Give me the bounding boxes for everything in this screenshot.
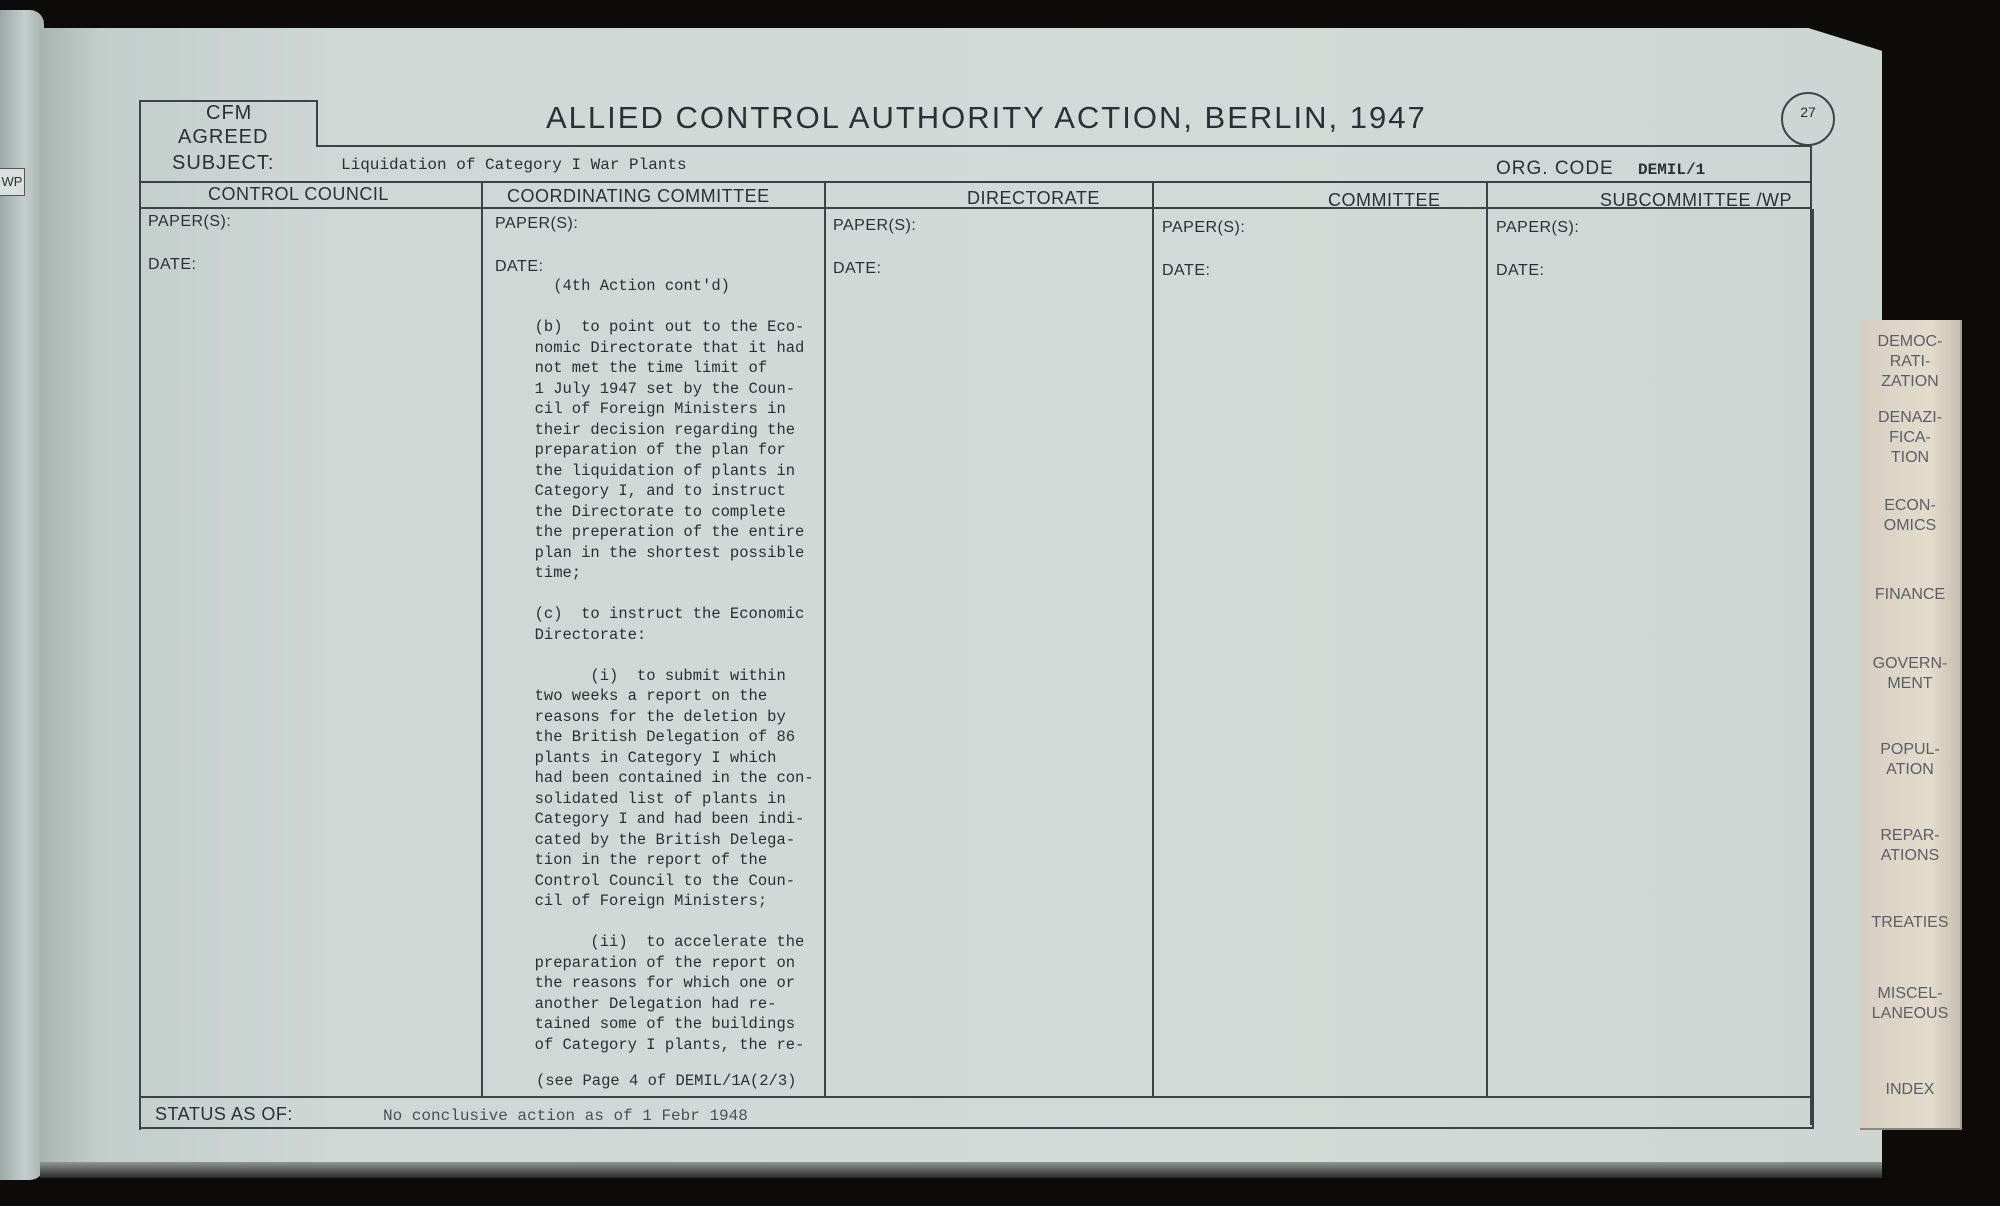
papers-label-coordinating: PAPER(S): (495, 215, 579, 232)
index-tabs (1860, 320, 1970, 1140)
index-tab-miscellaneous[interactable]: MISCEL- LANEOUS (1860, 956, 1962, 1054)
date-label-coordinating: DATE: (495, 258, 544, 275)
col-title-subcommittee: SUBCOMMITTEE /WP (1600, 190, 1792, 210)
index-tab-denazification[interactable]: DENAZI- FICA- TION (1860, 404, 1962, 474)
date-label-subcommittee: DATE: (1496, 262, 1545, 279)
index-tab-index[interactable]: INDEX (1860, 1052, 1962, 1130)
papers-label-committee: PAPER(S): (1162, 219, 1246, 236)
page-shadow (40, 1162, 1882, 1178)
index-tab-treaties[interactable]: TREATIES (1860, 890, 1962, 958)
date-label-control-council: DATE: (148, 256, 197, 273)
papers-label-subcommittee: PAPER(S): (1496, 219, 1580, 236)
page-title: ALLIED CONTROL AUTHORITY ACTION, BERLIN, 1947 (546, 100, 1427, 135)
col-title-committee: COMMITTEE (1328, 190, 1441, 210)
index-tab-population[interactable]: POPUL- ATION (1860, 718, 1962, 804)
org-code-label: ORG. CODE (1496, 158, 1614, 179)
col-title-control-council: CONTROL COUNCIL (208, 184, 389, 204)
papers-label-control-council: PAPER(S): (148, 213, 232, 230)
index-tab-democratization[interactable]: DEMOC- RATI- ZATION (1860, 320, 1962, 406)
index-tab-economics[interactable]: ECON- OMICS (1860, 472, 1962, 562)
date-label-directorate: DATE: (833, 260, 882, 277)
col-title-directorate: DIRECTORATE (967, 188, 1100, 208)
subject-label: SUBJECT: (172, 152, 275, 174)
index-tab-reparations[interactable]: REPAR- ATIONS (1860, 802, 1962, 892)
papers-label-directorate: PAPER(S): (833, 217, 917, 234)
coordinating-committee-text: (4th Action cont'd) (b) to point out to the Eco- nomic Directorate that it had not met the time limit of 1 July 1947 set by the Coun- cil of Foreign Ministers in their decision regarding the preparation of the plan for the liquidation of plants in Category I, and to instruct the Directorate to complete the preperation of the entire plan in the shortest possible time; (c) to instruct the Economic Directorate: (i) to submit within two weeks a report on the reasons for the deletion by the British Delegation of 86 plants in Category I which had been contained in the con- solidated list of plants in Category I and had been indi- cated by the British Delega- tion in the report of the Control Council to the Coun- cil of Foreign Ministers; (ii) to accelerate the preparation of the report on the reasons for which one or another Delegation had re- tained some of the buildings of Category I plants, the re- (534, 277, 814, 1054)
left-page-tab: WP (0, 168, 25, 196)
index-tab-government[interactable]: GOVERN- MENT (1860, 630, 1962, 720)
cfm-label: CFM (206, 102, 253, 124)
coordinating-continuation-note: (see Page 4 of DEMIL/1A(2/3) (536, 1072, 797, 1090)
col-title-coordinating-committee: COORDINATING COMMITTEE (507, 186, 770, 206)
page-number-circle: 27 (1781, 92, 1835, 146)
date-label-committee: DATE: (1162, 262, 1211, 279)
agreed-label: AGREED (178, 126, 269, 148)
index-tab-finance[interactable]: FINANCE (1860, 560, 1962, 632)
status-label: STATUS AS OF: (155, 1104, 293, 1124)
status-value: No conclusive action as of 1 Febr 1948 (383, 1107, 748, 1125)
subject-value: Liquidation of Category I War Plants (341, 156, 687, 174)
org-code-value: DEMIL/1 (1638, 161, 1706, 179)
